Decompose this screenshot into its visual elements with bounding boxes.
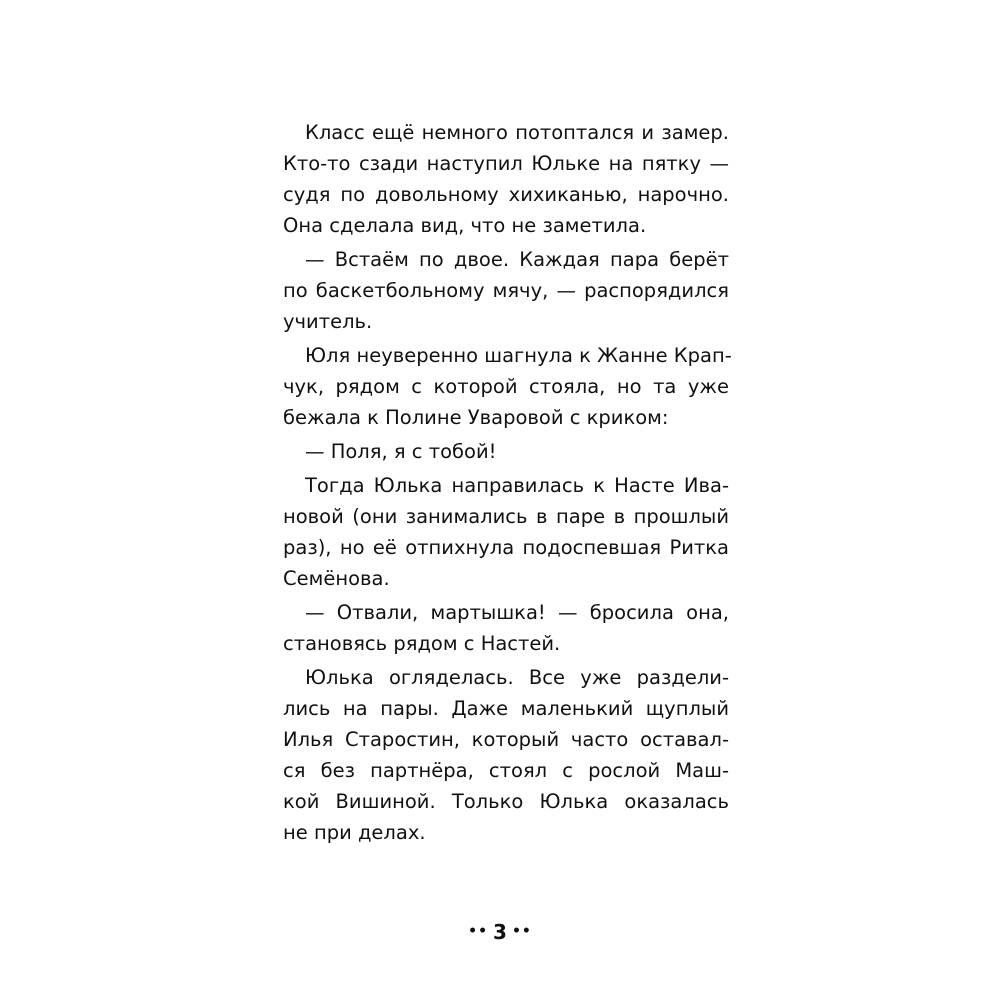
text-line: учитель. [283,310,373,333]
paragraph [283,340,732,433]
paragraph [283,244,729,337]
text-line: Юля неуверенно шагнула к Жанне Крап- [305,344,732,367]
page-number-dots-left: •• [468,923,489,940]
text-line: по баскетбольному мячу, — распорядился [283,279,729,302]
text-line: бежала к Полине Уваровой с криком: [283,406,669,429]
text-line: лись на пары. Даже маленький щуплый [283,697,729,720]
text-line: чук, рядом с которой стояла, но та уже [283,375,729,398]
paragraph [283,470,729,594]
text-line: Юлька огляделась. Все уже раздели- [305,666,729,689]
text-line: Кто-то сзади наступил Юльке на пятку — [283,152,729,175]
text-line: не при делах. [283,821,426,844]
text-line: Семёнова. [283,567,390,590]
text-line: становясь рядом с Настей. [283,632,561,655]
text-line: новой (они занимались в паре в прошлый [283,505,729,528]
text-line: Илья Старостин, который часто оставал- [283,728,729,751]
text-line: — Встаём по двое. Каждая пара берёт [305,248,729,271]
page-footer [0,918,1000,944]
paragraph [283,436,729,467]
text-line: раз), но её отпихнула подоспевшая Ритка [283,536,729,559]
body-text [283,117,732,848]
text-line: — Поля, я с тобой! [305,440,497,463]
text-line: Класс ещё немного потоптался и замер. [305,121,729,144]
text-line: судя по довольному хихиканью, нарочно. [283,183,729,206]
page-number: 3 [493,919,507,944]
text-line: ся без партнёра, стоял с рослой Маш- [283,759,729,782]
text-line: Тогда Юлька направилась к Насте Ива- [305,474,729,497]
paragraph [283,117,729,241]
text-line: — Отвали, мартышка! — бросила она, [305,601,729,624]
page-number-dots-right: •• [511,923,532,940]
paragraph [283,662,729,848]
text-line: Она сделала вид, что не заметила. [283,214,647,237]
text-line: кой Вишиной. Только Юлька оказалась [283,790,729,813]
paragraph [283,597,729,659]
